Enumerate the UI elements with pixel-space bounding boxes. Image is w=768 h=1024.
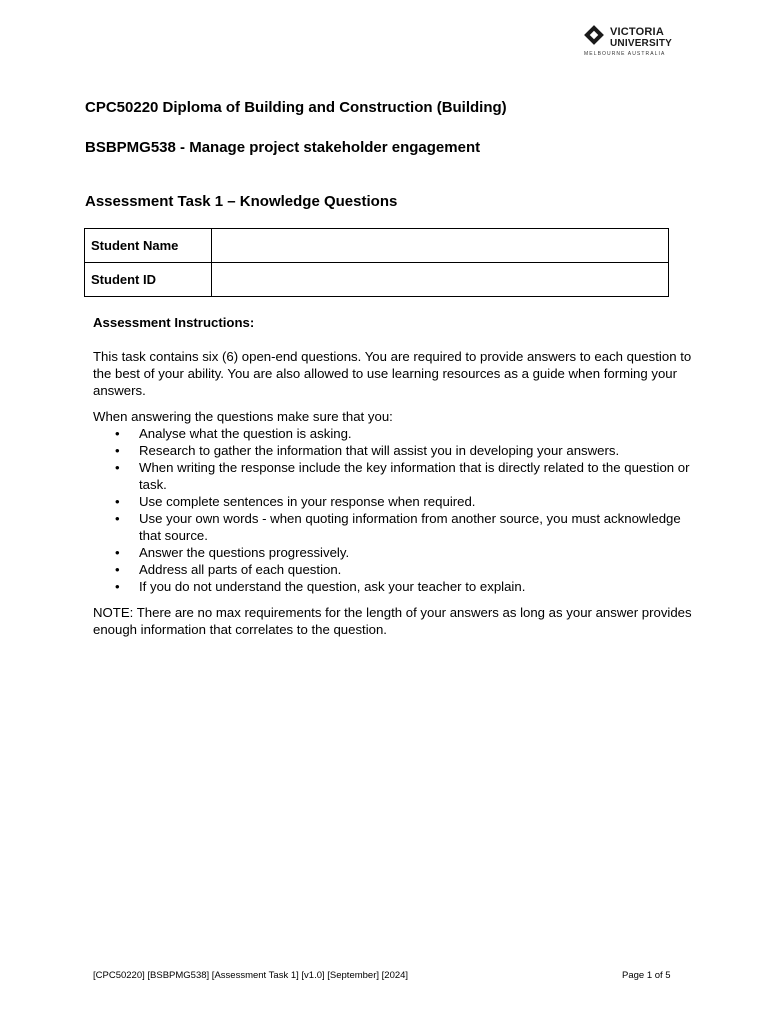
bullet-icon: • xyxy=(115,562,120,577)
student-name-field[interactable] xyxy=(212,229,669,263)
university-logo xyxy=(584,25,676,59)
student-details-table xyxy=(84,228,669,297)
bullet-icon: • xyxy=(115,460,120,475)
list-item xyxy=(93,544,693,561)
bullet-icon: • xyxy=(115,511,120,526)
bullet-icon: • xyxy=(115,579,120,594)
list-item-text: Use your own words - when quoting information from another source, you must acknowledge that source. xyxy=(139,511,681,543)
instructions-list xyxy=(93,425,693,595)
list-item-text: Analyse what the question is asking. xyxy=(139,426,352,441)
list-item-text: If you do not understand the question, ask your teacher to explain. xyxy=(139,579,526,594)
student-id-label: Student ID xyxy=(85,263,212,297)
bullet-icon: • xyxy=(115,494,120,509)
list-item-text: Answer the questions progressively. xyxy=(139,545,350,560)
list-item-text: When writing the response include the key information that is directly related to the question or task. xyxy=(139,460,690,492)
assessment-instructions xyxy=(93,314,693,647)
list-item-text: Research to gather the information that will assist you in developing your answers. xyxy=(139,443,620,458)
student-name-row xyxy=(85,229,669,263)
list-item xyxy=(93,578,693,595)
instructions-note: NOTE: There are no max requirements for the length of your answers as long as your answer provides enough information that correlates to the question. xyxy=(93,605,692,637)
list-item xyxy=(93,510,693,544)
logo-line-2: UNIVERSITY xyxy=(610,38,673,49)
list-item xyxy=(93,493,693,510)
list-item xyxy=(93,459,693,493)
instructions-intro: This task contains six (6) open-end questions. You are required to provide answers to each question to the best of your ability. You are also allowed to use learning resources as a guide when forming your answers. xyxy=(93,349,692,398)
footer-document-code: [CPC50220] [BSBPMG538] [Assessment Task 1] [v1.0] [September] [2024] xyxy=(93,970,409,981)
bullet-icon: • xyxy=(115,545,120,560)
unit-title: BSBPMG538 - Manage project stakeholder engagement xyxy=(85,139,481,156)
logo-line-3: MELBOURNE AUSTRALIA xyxy=(584,51,666,57)
logo-diamond-icon xyxy=(584,25,604,45)
course-title: CPC50220 Diploma of Building and Construction (Building) xyxy=(85,99,507,116)
footer-page-number: Page 1 of 5 xyxy=(622,970,671,981)
task-title: Assessment Task 1 – Knowledge Questions xyxy=(85,193,398,210)
bullet-icon: • xyxy=(115,443,120,458)
instructions-title: Assessment Instructions: xyxy=(93,315,255,330)
list-item xyxy=(93,561,693,578)
logo-line-1: VICTORIA xyxy=(610,26,664,38)
list-item xyxy=(93,442,693,459)
student-id-row xyxy=(85,263,669,297)
list-item xyxy=(93,425,693,442)
list-item-text: Use complete sentences in your response when required. xyxy=(139,494,476,509)
student-name-label: Student Name xyxy=(85,229,212,263)
instructions-lead: When answering the questions make sure that you: xyxy=(93,409,393,424)
list-item-text: Address all parts of each question. xyxy=(139,562,342,577)
student-id-field[interactable] xyxy=(212,263,669,297)
bullet-icon: • xyxy=(115,426,120,441)
